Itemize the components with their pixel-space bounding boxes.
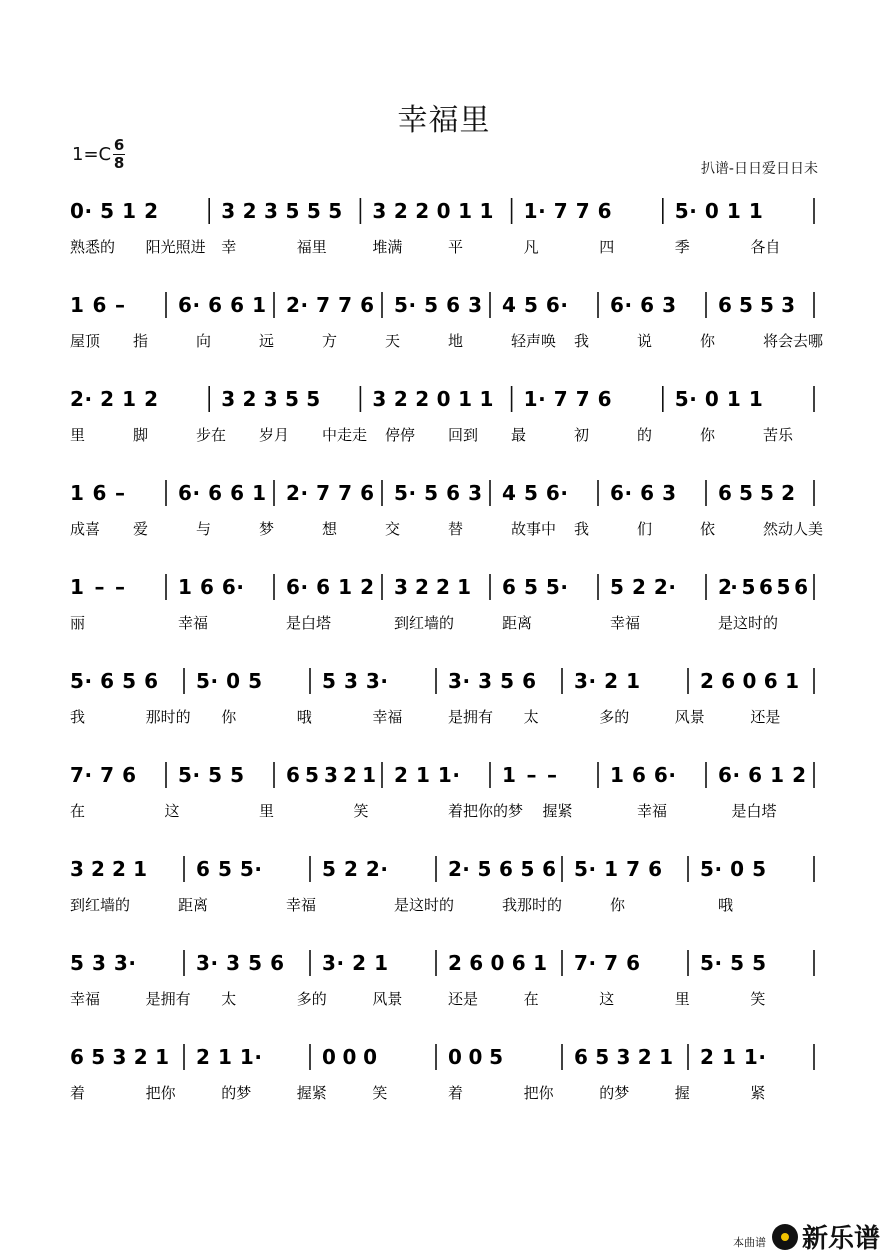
lyric-text: 多的 — [296, 990, 327, 1008]
measure-notes: 1· 7 7 6 — [523, 387, 612, 411]
measure-notes: 5· 0 1 1 — [674, 199, 763, 223]
lyric-text: 远 — [259, 332, 275, 350]
lyric-text: 幸福 — [637, 802, 668, 820]
lyric-text: 向 — [196, 332, 212, 350]
measure-notes: 3 2 2 0 1 1 — [372, 199, 494, 223]
measure-notes: 7· 7 6 — [574, 951, 640, 975]
lyric-text: 的梦 — [221, 1084, 252, 1102]
lyric-text: 还是 — [448, 990, 479, 1008]
lyric-text: 想 — [322, 520, 338, 538]
lyric-text: 阳光照进 — [145, 238, 206, 256]
score-line — [0, 650, 888, 730]
lyric-text: 你 — [610, 896, 626, 914]
lyric-text: 季 — [674, 238, 690, 256]
lyric-text: 握 — [674, 1084, 690, 1102]
brand-footer — [733, 1218, 880, 1255]
measure-notes: 6· 6 1 2 — [286, 575, 374, 599]
measure-notes: 0 0 5 — [448, 1045, 503, 1069]
measure-notes: 6 5 5· — [196, 857, 262, 881]
lyric-text: 着 — [448, 1084, 464, 1102]
measure-notes: 6· 6 1 2 — [718, 763, 806, 787]
meter-top: 6 — [113, 136, 125, 154]
lyric-text: 说 — [637, 332, 653, 350]
measure-notes: 0· 5 1 2 — [70, 199, 158, 223]
lyric-text: 握紧 — [542, 802, 573, 820]
lyric-text: 最 — [511, 426, 527, 444]
lyric-text: 是白塔 — [286, 614, 332, 632]
lyric-text: 紧 — [750, 1084, 766, 1102]
lyric-text: 太 — [221, 990, 237, 1008]
lyric-text: 与 — [196, 520, 212, 538]
lyric-text: 苦乐 — [763, 426, 794, 444]
lyric-text: 梦 — [259, 520, 275, 538]
lyric-text: 交 — [385, 520, 401, 538]
lyric-text: 你 — [700, 332, 716, 350]
measure-notes: 3· 3 5 6 — [448, 669, 536, 693]
lyric-text: 凡 — [523, 238, 539, 256]
lyric-text: 依 — [700, 520, 716, 538]
measure-notes: 6· 6 6 1 — [178, 293, 266, 317]
lyric-text: 丽 — [70, 614, 86, 632]
lyric-text: 然动人美 — [763, 520, 824, 538]
lyric-text: 笑 — [353, 802, 369, 820]
lyric-text: 这 — [164, 802, 180, 820]
lyric-text: 是白塔 — [731, 802, 777, 820]
lyric-text: 幸福 — [70, 990, 101, 1008]
lyric-text: 脚 — [133, 426, 149, 444]
measure-notes: 5· 0 5 — [700, 857, 766, 881]
measure-notes: 3 2 2 1 — [70, 857, 147, 881]
lyric-text: 多的 — [599, 708, 630, 726]
measure-notes: 3 2 2 0 1 1 — [372, 387, 494, 411]
lyric-text: 幸福 — [610, 614, 641, 632]
time-signature — [113, 138, 125, 171]
lyric-text: 熟悉的 — [70, 238, 116, 256]
measure-notes: 2 6 0 6 1 — [700, 669, 799, 693]
lyric-text: 到红墙的 — [70, 896, 131, 914]
measure-notes: 2· 5 6 5 6 — [448, 857, 556, 881]
score-line — [0, 1026, 888, 1106]
measure-notes: 5· 5 6 3 — [394, 293, 482, 317]
lyric-text: 的 — [637, 426, 653, 444]
measure-notes: 3 2 3 5 5 — [221, 387, 321, 411]
measure-notes: 6 5 5 2 — [718, 481, 795, 505]
lyric-text: 是拥有 — [448, 708, 494, 726]
lyric-text: 在 — [70, 802, 86, 820]
lyric-text: 幸 — [221, 238, 237, 256]
measure-notes: 5· 0 1 1 — [674, 387, 763, 411]
lyric-text: 轻声唤 — [511, 332, 557, 350]
lyric-text: 那时的 — [145, 708, 191, 726]
record-disc-icon — [772, 1224, 798, 1250]
lyric-text: 各自 — [750, 238, 781, 256]
measure-notes: 2 1 1· — [196, 1045, 262, 1069]
lyric-text: 着把你的梦 — [448, 802, 524, 820]
lyric-text: 是这时的 — [718, 614, 779, 632]
lyric-text: 福里 — [296, 238, 327, 256]
lyric-text: 四 — [599, 238, 615, 256]
lyric-text: 回到 — [448, 426, 479, 444]
lyric-text: 指 — [133, 332, 149, 350]
lyric-text: 岁月 — [259, 426, 290, 444]
measure-notes: 2 6 0 6 1 — [448, 951, 547, 975]
score-line — [0, 556, 888, 636]
lyric-text: 幸福 — [372, 708, 403, 726]
measure-notes: 1 6 6· — [610, 763, 676, 787]
lyric-text: 里 — [674, 990, 690, 1008]
measure-notes: 6 5 5 3 — [718, 293, 795, 317]
lyric-text: 你 — [221, 708, 237, 726]
lyric-text: 初 — [574, 426, 590, 444]
measure-notes: 5· 0 5 — [196, 669, 262, 693]
measure-notes: 5 2 2· — [322, 857, 388, 881]
lyric-text: 着 — [70, 1084, 86, 1102]
measure-notes: 3 2 2 1 — [394, 575, 471, 599]
lyric-text: 们 — [637, 520, 653, 538]
score-line — [0, 932, 888, 1012]
lyric-text: 堆满 — [372, 238, 403, 256]
lyric-text: 成喜 — [70, 520, 101, 538]
measure-notes: 2· 5 6 5 6 — [718, 575, 808, 599]
measure-notes: 3· 2 1 — [322, 951, 388, 975]
score-line — [0, 838, 888, 918]
score-line — [0, 274, 888, 354]
lyric-text: 里 — [259, 802, 275, 820]
lyric-text: 哦 — [718, 896, 734, 914]
measure-notes: 6 5 3 2 1 — [70, 1045, 169, 1069]
song-title: 幸福里 — [397, 103, 491, 138]
lyric-text: 方 — [322, 332, 338, 350]
measure-notes: 2 1 1· — [700, 1045, 766, 1069]
lyric-text: 握紧 — [296, 1084, 327, 1102]
lyric-text: 我那时的 — [502, 896, 563, 914]
measure-notes: 3· 2 1 — [574, 669, 640, 693]
measure-notes: 1 6 – — [70, 293, 125, 317]
measure-notes: 1 6 6· — [178, 575, 244, 599]
key-label: 1=C — [72, 144, 112, 165]
measure-notes: 1 6 – — [70, 481, 125, 505]
lyric-text: 屋顶 — [70, 332, 101, 350]
measure-notes: 2· 2 1 2 — [70, 387, 158, 411]
lyric-text: 距离 — [502, 614, 533, 632]
lyric-text: 笑 — [750, 990, 766, 1008]
lyric-text: 是拥有 — [145, 990, 191, 1008]
lyric-text: 把你 — [145, 1084, 176, 1102]
lyric-text: 的梦 — [599, 1084, 630, 1102]
lyric-text: 我 — [70, 708, 86, 726]
lyric-text: 在 — [523, 990, 539, 1008]
measure-notes: 4 5 6· — [502, 481, 568, 505]
lyric-text: 平 — [448, 238, 464, 256]
lyric-text: 将会去哪 — [763, 332, 824, 350]
measure-notes: 5· 1 7 6 — [574, 857, 662, 881]
lyric-text: 距离 — [178, 896, 209, 914]
measure-notes: 2· 7 7 6 — [286, 293, 374, 317]
measure-notes: 5· 6 5 6 — [70, 669, 158, 693]
measure-notes: 3· 3 5 6 — [196, 951, 284, 975]
score-line — [0, 744, 888, 824]
lyric-text: 你 — [700, 426, 716, 444]
lyric-text: 爱 — [133, 520, 149, 538]
measure-notes: 6· 6 3 — [610, 293, 676, 317]
measure-notes: 2· 7 7 6 — [286, 481, 374, 505]
measure-notes: 5 3 3· — [70, 951, 136, 975]
measure-notes: 4 5 6· — [502, 293, 568, 317]
measure-notes: 3 2 3 5 5 5 — [221, 199, 343, 223]
measure-notes: 5· 5 5 — [178, 763, 244, 787]
measure-notes: 6· 6 6 1 — [178, 481, 266, 505]
measure-notes: 6 5 3 2 1 — [574, 1045, 673, 1069]
lyric-text: 替 — [448, 520, 464, 538]
key-signature — [72, 138, 125, 171]
lyric-text: 故事中 — [511, 520, 557, 538]
measure-notes: 5 3 3· — [322, 669, 388, 693]
lyric-text: 天 — [385, 332, 401, 350]
measure-notes: 2 1 1· — [394, 763, 460, 787]
lyric-text: 步在 — [196, 426, 227, 444]
lyric-text: 是这时的 — [394, 896, 455, 914]
meter-bottom: 8 — [113, 154, 125, 172]
lyric-text: 笑 — [372, 1084, 388, 1102]
lyric-text: 到红墙的 — [394, 614, 455, 632]
transcriber-credit: 扒谱-日日爱日日未 — [700, 161, 818, 177]
lyric-text: 还是 — [750, 708, 781, 726]
lyric-text: 里 — [70, 426, 86, 444]
brand-prefix: 本曲谱 — [732, 1235, 766, 1249]
lyric-text: 我 — [574, 332, 590, 350]
lyric-text: 把你 — [523, 1084, 554, 1102]
score-line — [0, 180, 888, 260]
lyric-text: 风景 — [674, 708, 705, 726]
measure-notes: 1 – – — [502, 763, 557, 787]
lyric-text: 幸福 — [286, 896, 317, 914]
measure-notes: 6· 6 3 — [610, 481, 676, 505]
measure-notes: 5 2 2· — [610, 575, 676, 599]
measure-notes: 0 0 0 — [322, 1045, 377, 1069]
lyric-text: 风景 — [372, 990, 403, 1008]
measure-notes: 5· 5 5 — [700, 951, 766, 975]
measure-notes: 6 5 5· — [502, 575, 568, 599]
score-line — [0, 368, 888, 448]
lyric-text: 这 — [599, 990, 615, 1008]
lyric-text: 幸福 — [178, 614, 209, 632]
score-line — [0, 462, 888, 542]
lyric-text: 我 — [574, 520, 590, 538]
measure-notes: 1 – – — [70, 575, 125, 599]
lyric-text: 地 — [448, 332, 464, 350]
measure-notes: 5· 5 6 3 — [394, 481, 482, 505]
lyric-text: 太 — [523, 708, 539, 726]
lyric-text: 中走走 — [322, 426, 368, 444]
lyric-text: 哦 — [296, 708, 312, 726]
measure-notes: 6 5 3 2 1 — [286, 763, 376, 787]
measure-notes: 7· 7 6 — [70, 763, 136, 787]
measure-notes: 1· 7 7 6 — [523, 199, 612, 223]
brand-name: 新乐谱 — [801, 1224, 880, 1254]
lyric-text: 停停 — [385, 426, 416, 444]
